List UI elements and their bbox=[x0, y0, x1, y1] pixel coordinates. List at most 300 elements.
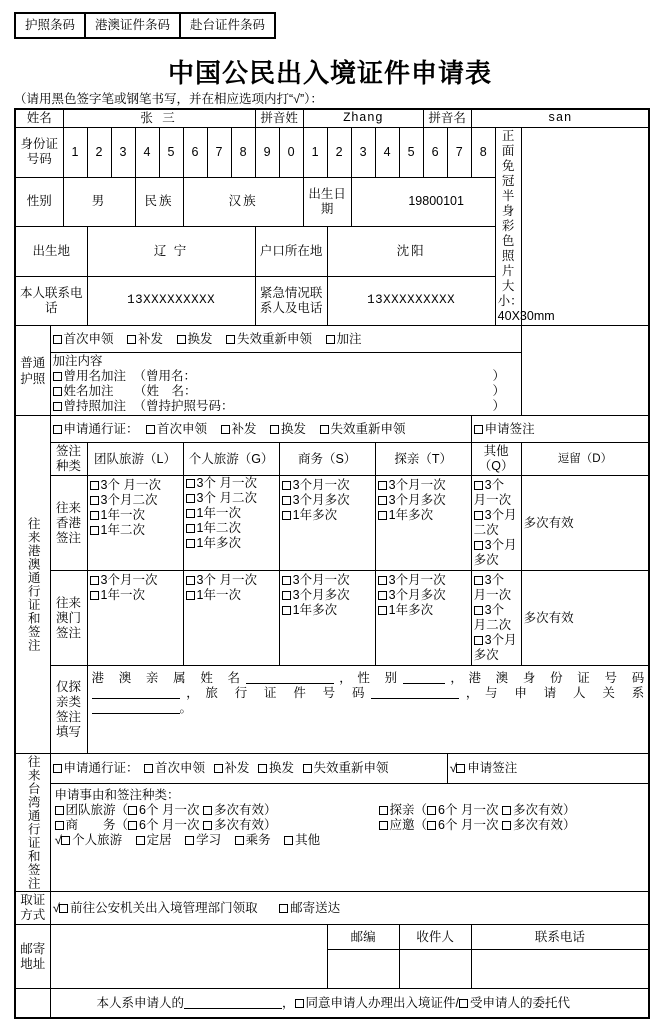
checkbox-option[interactable] bbox=[90, 523, 181, 538]
checkbox-label: 失效重新申领 bbox=[313, 761, 389, 776]
header-group-tour: 团队旅游（L） bbox=[87, 443, 183, 476]
checkbox-label: 申请签注 bbox=[467, 761, 518, 776]
checkbox-option[interactable] bbox=[90, 493, 181, 508]
relative-idcard-label: ，港 澳 身 份 证 号 码 bbox=[444, 671, 645, 685]
id-digit-cell[interactable]: 8 bbox=[231, 128, 255, 178]
checkbox-icon[interactable] bbox=[53, 425, 62, 434]
hkmacau-apply-permit-group[interactable] bbox=[53, 422, 139, 436]
checkbox-icon[interactable] bbox=[282, 606, 291, 615]
close-paren: ） bbox=[263, 803, 277, 818]
checkbox-icon[interactable] bbox=[474, 541, 483, 550]
checkbox-tw-first[interactable] bbox=[144, 761, 205, 776]
relative-relationship-blank[interactable] bbox=[92, 713, 180, 714]
row-name bbox=[15, 109, 649, 128]
row-taiwan-permit bbox=[15, 754, 649, 784]
checkbox-icon[interactable] bbox=[221, 425, 230, 434]
checkbox-icon[interactable] bbox=[320, 425, 329, 434]
passport-annotation-block bbox=[50, 353, 521, 416]
checkbox-tw-group-tour[interactable] bbox=[55, 803, 116, 817]
relative-gender-label: ，性 别 bbox=[333, 671, 403, 685]
checkbox-icon[interactable] bbox=[53, 402, 62, 411]
checkbox-option[interactable] bbox=[186, 521, 277, 536]
value-pinyin-surname[interactable]: Zhang bbox=[303, 109, 423, 128]
checkbox-icon[interactable] bbox=[378, 496, 387, 505]
annotation-label: 曾持照加注 bbox=[63, 399, 127, 413]
label-ethnicity: 民族 bbox=[135, 177, 183, 227]
checkbox-option[interactable] bbox=[90, 508, 181, 523]
checkbox-icon[interactable] bbox=[378, 481, 387, 490]
checkbox-icon[interactable] bbox=[53, 335, 62, 344]
row-declaration bbox=[15, 989, 649, 1019]
value-pinyin-given[interactable]: san bbox=[471, 109, 649, 128]
checkbox-icon[interactable] bbox=[282, 481, 291, 490]
checkbox-collect-by-mail[interactable] bbox=[279, 901, 340, 916]
checkmark-icon: √ bbox=[54, 833, 62, 848]
taiwan-apply-permit-group[interactable] bbox=[53, 761, 139, 775]
checkbox-label: 1年多次 bbox=[292, 508, 338, 522]
checkbox-icon[interactable] bbox=[235, 836, 244, 845]
checkbox-label: 1年一次 bbox=[196, 506, 241, 520]
checkbox-icon[interactable] bbox=[378, 511, 387, 520]
checkbox-label: 申请通行证： bbox=[63, 761, 139, 776]
value-contact-phone[interactable] bbox=[471, 950, 649, 989]
relative-idcard-blank[interactable] bbox=[92, 698, 180, 699]
checkbox-label: 3个月多次 bbox=[473, 538, 517, 567]
id-digit-cell[interactable]: 1 bbox=[303, 128, 327, 178]
checkbox-tw-crew[interactable] bbox=[235, 833, 271, 848]
checkbox-option[interactable] bbox=[378, 603, 469, 618]
relative-travel-doc-blank[interactable] bbox=[371, 698, 459, 699]
value-ethnicity[interactable]: 汉族 bbox=[183, 177, 303, 227]
checkbox-option[interactable] bbox=[186, 476, 277, 491]
header-contact-phone: 联系电话 bbox=[471, 925, 649, 950]
row-hk-endorsements bbox=[15, 476, 649, 571]
checkbox-icon[interactable] bbox=[186, 479, 195, 488]
checkbox-icon[interactable] bbox=[282, 591, 291, 600]
relative-name-blank[interactable] bbox=[246, 683, 334, 684]
open-paren: （ bbox=[414, 818, 428, 833]
hk-individual-tour-options bbox=[183, 476, 279, 571]
label-birthplace: 出生地 bbox=[15, 227, 87, 277]
annotation-close-paren: ） bbox=[492, 384, 506, 398]
checkbox-icon[interactable] bbox=[474, 636, 483, 645]
checkbox-icon[interactable] bbox=[55, 821, 64, 830]
checkbox-icon[interactable] bbox=[203, 806, 212, 815]
checkbox-label: 多次有效 bbox=[213, 818, 264, 833]
label-collection-method: 取证方式 bbox=[15, 892, 50, 925]
checkbox-icon[interactable] bbox=[474, 511, 483, 520]
checkbox-icon[interactable] bbox=[186, 524, 195, 533]
checkbox-icon[interactable] bbox=[55, 806, 64, 815]
checkbox-option[interactable] bbox=[282, 493, 373, 508]
row-gender-ethnicity-birth bbox=[15, 177, 649, 227]
checkbox-tw-renew[interactable] bbox=[258, 761, 294, 776]
checkbox-label: 补发 bbox=[231, 421, 257, 436]
label-relative-only: 仅探亲类签注填写 bbox=[50, 666, 87, 754]
checkbox-label: 1年二次 bbox=[100, 523, 145, 537]
checkbox-icon[interactable] bbox=[177, 335, 186, 344]
mailing-address-value[interactable] bbox=[50, 925, 327, 989]
checkbox-tw-reissue[interactable] bbox=[214, 761, 250, 776]
checkbox-icon[interactable] bbox=[456, 764, 465, 773]
checkbox-label: 3个月一次 bbox=[388, 478, 446, 492]
label-pinyin-given: 拼音名 bbox=[423, 109, 471, 128]
checkbox-icon[interactable] bbox=[203, 821, 212, 830]
value-hukou[interactable]: 沈阳 bbox=[327, 227, 495, 277]
barcode-box-taiwan[interactable]: 赴台证件条码 bbox=[190, 18, 266, 32]
checkbox-tw-settle[interactable] bbox=[136, 833, 172, 848]
row-passport-types bbox=[15, 326, 649, 353]
checkbox-tw-business[interactable] bbox=[55, 818, 116, 832]
id-digit-cell[interactable]: 0 bbox=[279, 128, 303, 178]
label-birth-date: 出生日期 bbox=[303, 177, 351, 227]
taiwan-simple-options bbox=[55, 833, 645, 848]
checkbox-label: 3个月二次 bbox=[100, 493, 158, 507]
checkbox-option[interactable] bbox=[90, 588, 181, 603]
id-digit-cell[interactable]: 5 bbox=[159, 128, 183, 178]
id-digit-cell[interactable]: 9 bbox=[255, 128, 279, 178]
checkbox-label: 3个月一次 bbox=[292, 478, 350, 492]
checkbox-option[interactable] bbox=[474, 478, 519, 508]
checkbox-option[interactable] bbox=[90, 573, 181, 588]
checkbox-icon[interactable] bbox=[326, 335, 335, 344]
checkbox-icon[interactable] bbox=[303, 764, 312, 773]
checkbox-tw-invitation[interactable] bbox=[379, 818, 415, 832]
row-hkmacau-permit bbox=[15, 416, 649, 443]
checkbox-option[interactable] bbox=[186, 573, 277, 588]
declaration-relationship-blank[interactable] bbox=[184, 1008, 282, 1009]
checkbox-icon[interactable] bbox=[186, 591, 195, 600]
annotation-label: 曾用名加注 bbox=[63, 369, 127, 383]
checkbox-passport-expired-reapply[interactable] bbox=[226, 332, 312, 347]
checkbox-label: 加注 bbox=[336, 331, 362, 346]
collection-options bbox=[50, 892, 649, 925]
value-emergency-contact[interactable]: 13XXXXXXXXX bbox=[327, 276, 495, 326]
relative-name-label: 港 澳 亲 属 姓 名 bbox=[91, 671, 246, 685]
checkbox-icon[interactable] bbox=[295, 999, 304, 1008]
checkbox-icon[interactable] bbox=[378, 576, 387, 585]
relative-relationship-label: ，与 申 请 人 关 系 bbox=[459, 686, 645, 700]
checkbox-label: 1年多次 bbox=[196, 536, 241, 550]
checkbox-label: 失效重新申领 bbox=[330, 421, 406, 436]
checkbox-label: 其他 bbox=[295, 833, 321, 848]
checkbox-icon[interactable] bbox=[284, 836, 293, 845]
value-name[interactable]: 张 三 bbox=[63, 109, 255, 128]
relative-line-1 bbox=[92, 671, 645, 686]
annotation-field-label: （姓 名： bbox=[134, 384, 197, 398]
checkbox-label: 个人旅游 bbox=[72, 833, 123, 848]
label-mailing-address: 邮寄地址 bbox=[15, 925, 50, 989]
application-form-table bbox=[14, 108, 650, 1019]
checkbox-tw-family-visit-6m[interactable] bbox=[427, 803, 498, 817]
checkbox-icon[interactable] bbox=[379, 806, 388, 815]
checkbox-label: 3个 月一次 bbox=[100, 478, 161, 492]
row-relative-info bbox=[15, 666, 649, 754]
checkbox-option[interactable] bbox=[90, 478, 181, 493]
checkbox-option[interactable] bbox=[282, 573, 373, 588]
row-endorsement-headers bbox=[15, 443, 649, 476]
checkbox-tw-group-tour-6m[interactable] bbox=[128, 803, 199, 817]
checkbox-icon[interactable] bbox=[502, 806, 511, 815]
checkbox-icon[interactable] bbox=[53, 764, 62, 773]
checkbox-icon[interactable] bbox=[128, 821, 137, 830]
checkbox-option[interactable] bbox=[378, 493, 469, 508]
checkbox-tw-study[interactable] bbox=[185, 833, 221, 848]
checkbox-option[interactable] bbox=[378, 478, 469, 493]
checkbox-hk-renew[interactable] bbox=[270, 422, 306, 437]
checkbox-label: 6个 月一次 bbox=[139, 818, 200, 833]
hk-other-options bbox=[471, 476, 521, 571]
checkbox-icon[interactable] bbox=[185, 836, 194, 845]
label-macau-endorsement: 往来澳门签注 bbox=[50, 571, 87, 666]
checkbox-tw-business-6m[interactable] bbox=[128, 818, 199, 832]
checkbox-collect-in-person[interactable] bbox=[53, 901, 258, 916]
checkbox-icon[interactable] bbox=[427, 806, 436, 815]
id-digit-cell[interactable]: 2 bbox=[327, 128, 351, 178]
checkbox-label: 换发 bbox=[281, 421, 307, 436]
relative-gender-blank[interactable] bbox=[403, 683, 445, 684]
section-label-taiwan-text: 往来台湾通行证和签注 bbox=[26, 755, 41, 890]
checkbox-option[interactable] bbox=[186, 506, 277, 521]
checkbox-label: 首次申领 bbox=[155, 761, 206, 776]
checkbox-icon[interactable] bbox=[474, 425, 483, 434]
page-title: 中国公民出入境证件申请表 bbox=[167, 58, 492, 88]
checkbox-passport-first[interactable] bbox=[53, 332, 114, 347]
hk-business-options bbox=[279, 476, 375, 571]
id-digit-cell[interactable]: 4 bbox=[135, 128, 159, 178]
checkbox-icon[interactable] bbox=[90, 481, 99, 490]
checkbox-label: 应邀 bbox=[389, 818, 415, 833]
checkbox-option[interactable] bbox=[378, 588, 469, 603]
checkbox-option[interactable] bbox=[282, 478, 373, 493]
checkbox-icon[interactable] bbox=[378, 591, 387, 600]
checkbox-icon[interactable] bbox=[186, 576, 195, 585]
checkbox-label: 邮寄送达 bbox=[290, 900, 341, 915]
checkbox-icon[interactable] bbox=[53, 372, 62, 381]
id-digit-cell[interactable]: 7 bbox=[207, 128, 231, 178]
checkmark-icon: √ bbox=[449, 761, 457, 776]
checkbox-icon[interactable] bbox=[186, 494, 195, 503]
macau-family-visit-options bbox=[375, 571, 471, 666]
checkbox-label: 换发 bbox=[187, 331, 213, 346]
value-birthplace[interactable]: 辽 宁 bbox=[87, 227, 255, 277]
relative-info-text[interactable] bbox=[87, 666, 649, 754]
checkbox-label: 1年多次 bbox=[388, 508, 434, 522]
label-hukou: 户口所在地 bbox=[255, 227, 327, 277]
checkbox-icon[interactable] bbox=[282, 496, 291, 505]
id-digit-cell[interactable]: 7 bbox=[447, 128, 471, 178]
taiwan-reason-row-2 bbox=[55, 818, 645, 833]
id-digit-cell[interactable]: 3 bbox=[351, 128, 375, 178]
checkbox-icon[interactable] bbox=[474, 606, 483, 615]
checkbox-icon[interactable] bbox=[379, 821, 388, 830]
checkbox-icon[interactable] bbox=[427, 821, 436, 830]
checkbox-option[interactable] bbox=[474, 633, 519, 663]
id-digit-cell[interactable]: 6 bbox=[423, 128, 447, 178]
annotation-previous-passport[interactable] bbox=[53, 399, 519, 414]
hk-group-tour-options bbox=[87, 476, 183, 571]
checkbox-icon[interactable] bbox=[226, 335, 235, 344]
id-digit-cell[interactable]: 4 bbox=[375, 128, 399, 178]
checkbox-icon[interactable] bbox=[144, 764, 153, 773]
checkbox-option[interactable] bbox=[474, 573, 519, 603]
value-birth-date[interactable]: 19800101 bbox=[351, 177, 521, 227]
header-business: 商务（S） bbox=[279, 443, 375, 476]
checkbox-tw-individual-tour[interactable] bbox=[55, 833, 123, 848]
taiwan-reason-row-1 bbox=[55, 803, 645, 818]
row-birthplace-hukou bbox=[15, 227, 649, 277]
checkbox-option[interactable] bbox=[186, 491, 277, 506]
passport-type-options bbox=[50, 326, 521, 353]
section-label-hkmacau bbox=[15, 416, 50, 754]
annotation-name[interactable] bbox=[53, 384, 519, 399]
checkbox-icon[interactable] bbox=[378, 606, 387, 615]
header-stay: 逗留（D） bbox=[521, 443, 649, 476]
checkbox-icon[interactable] bbox=[90, 496, 99, 505]
checkbox-tw-expired-reapply[interactable] bbox=[303, 761, 389, 776]
row-mailing-headers bbox=[15, 925, 649, 950]
id-digit-cell[interactable]: 8 bbox=[471, 128, 495, 178]
section-label-passport-text: 普通护照 bbox=[20, 355, 46, 386]
hkmacau-permit-options bbox=[50, 416, 471, 443]
section-label-hkmacau-text: 往来港澳通行证和签注 bbox=[26, 517, 41, 652]
barcode-box-hkmacau[interactable]: 港澳证件条码 bbox=[86, 14, 181, 37]
checkbox-icon[interactable] bbox=[90, 526, 99, 535]
passport-blank-cell bbox=[521, 326, 649, 416]
checkbox-option[interactable] bbox=[474, 538, 519, 568]
checkbox-option[interactable] bbox=[378, 508, 469, 523]
row-collection-method bbox=[15, 892, 649, 925]
row-macau-endorsements bbox=[15, 571, 649, 666]
checkbox-label: 探亲 bbox=[389, 803, 415, 818]
checkbox-icon[interactable] bbox=[279, 904, 288, 913]
header-individual-tour: 个人旅游（G） bbox=[183, 443, 279, 476]
checkbox-icon[interactable] bbox=[128, 806, 137, 815]
declaration-proxy-label: 受申请人的委托代 bbox=[470, 995, 571, 1010]
label-id-number: 身份证号码 bbox=[15, 128, 63, 178]
declaration-label-cell bbox=[15, 989, 50, 1019]
checkbox-icon[interactable] bbox=[474, 576, 483, 585]
value-postcode[interactable] bbox=[327, 950, 399, 989]
checkbox-label: 3个月一次 bbox=[388, 573, 446, 587]
checkbox-label: 乘务 bbox=[245, 833, 271, 848]
checkbox-hk-first[interactable] bbox=[146, 422, 207, 437]
checkbox-option[interactable] bbox=[186, 588, 277, 603]
checkbox-icon[interactable] bbox=[186, 509, 195, 518]
checkbox-option[interactable] bbox=[282, 603, 373, 618]
value-gender[interactable]: 男 bbox=[63, 177, 135, 227]
checkbox-tw-family-visit-multi[interactable] bbox=[502, 803, 563, 817]
relative-line-3 bbox=[92, 701, 645, 716]
id-digit-cell[interactable]: 1 bbox=[63, 128, 87, 178]
barcode-box-passport[interactable]: 护照条码 bbox=[16, 14, 86, 37]
checkbox-tw-business-multi[interactable] bbox=[203, 818, 264, 832]
checkbox-tw-family-visit[interactable] bbox=[379, 803, 415, 817]
hkmacau-apply-endorsement[interactable] bbox=[471, 416, 649, 443]
checkbox-label: 商 务 bbox=[65, 818, 116, 833]
checkbox-icon[interactable] bbox=[90, 511, 99, 520]
taiwan-apply-endorsement[interactable] bbox=[447, 754, 649, 784]
checkbox-icon[interactable] bbox=[90, 576, 99, 585]
value-recipient[interactable] bbox=[399, 950, 471, 989]
checkbox-label: 3个月多次 bbox=[292, 588, 350, 602]
annotation-label: 姓名加注 bbox=[63, 384, 114, 398]
header-postcode: 邮编 bbox=[327, 925, 399, 950]
checkbox-label: 3个 月一次 bbox=[196, 476, 257, 490]
row-id-number bbox=[15, 128, 649, 178]
checkbox-option[interactable] bbox=[474, 508, 519, 538]
checkbox-icon[interactable] bbox=[53, 387, 62, 396]
checkbox-icon[interactable] bbox=[136, 836, 145, 845]
checkbox-option[interactable] bbox=[186, 536, 277, 551]
hk-family-visit-options bbox=[375, 476, 471, 571]
checkbox-label: 6个 月一次 bbox=[438, 818, 499, 833]
row-taiwan-reasons bbox=[15, 784, 649, 892]
checkbox-icon[interactable] bbox=[502, 821, 511, 830]
photo-line-1: 正面免冠半身 bbox=[501, 129, 515, 218]
header-other: 其他（Q） bbox=[471, 443, 521, 476]
checkbox-hk-expired-reapply[interactable] bbox=[320, 422, 406, 437]
section-label-passport bbox=[15, 326, 50, 416]
checkbox-option[interactable] bbox=[474, 603, 519, 633]
label-pinyin-surname: 拼音姓 bbox=[255, 109, 303, 128]
macau-group-tour-options bbox=[87, 571, 183, 666]
declaration-text[interactable] bbox=[50, 989, 649, 1019]
checkbox-icon[interactable] bbox=[214, 764, 223, 773]
checkbox-icon[interactable] bbox=[61, 836, 70, 845]
checkbox-label: 学习 bbox=[196, 833, 222, 848]
checkbox-label: 1年二次 bbox=[196, 521, 241, 535]
checkbox-tw-invitation-multi[interactable] bbox=[502, 818, 563, 832]
id-digit-cell[interactable]: 3 bbox=[111, 128, 135, 178]
id-digit-cell[interactable]: 2 bbox=[87, 128, 111, 178]
id-digit-cell[interactable]: 5 bbox=[399, 128, 423, 178]
checkbox-icon[interactable] bbox=[270, 425, 279, 434]
checkbox-hk-reissue[interactable] bbox=[221, 422, 257, 437]
checkbox-icon[interactable] bbox=[146, 425, 155, 434]
section-label-taiwan bbox=[15, 754, 50, 892]
checkbox-icon[interactable] bbox=[474, 481, 483, 490]
checkbox-option[interactable] bbox=[282, 508, 373, 523]
checkbox-passport-reissue[interactable] bbox=[127, 332, 163, 347]
header-endorsement-type: 签注种类 bbox=[50, 443, 87, 476]
value-phone[interactable]: 13XXXXXXXXX bbox=[87, 276, 255, 326]
checkbox-icon[interactable] bbox=[59, 904, 68, 913]
checkbox-icon[interactable] bbox=[282, 511, 291, 520]
checkbox-passport-renew[interactable] bbox=[177, 332, 213, 347]
checkbox-icon[interactable] bbox=[282, 576, 291, 585]
checkbox-tw-other[interactable] bbox=[284, 833, 320, 848]
checkbox-label: 首次申领 bbox=[63, 331, 114, 346]
checkbox-tw-invitation-6m[interactable] bbox=[427, 818, 498, 832]
checkbox-tw-group-tour-multi[interactable] bbox=[203, 803, 264, 817]
checkbox-option[interactable] bbox=[378, 573, 469, 588]
checkbox-option[interactable] bbox=[282, 588, 373, 603]
annotation-former-name[interactable] bbox=[53, 369, 519, 384]
checkbox-icon[interactable] bbox=[127, 335, 136, 344]
checkbox-icon[interactable] bbox=[258, 764, 267, 773]
close-paren: ） bbox=[562, 803, 576, 818]
id-digit-cell[interactable]: 6 bbox=[183, 128, 207, 178]
checkbox-icon[interactable] bbox=[186, 539, 195, 548]
checkbox-icon[interactable] bbox=[459, 999, 468, 1008]
checkbox-label: 3个 月二次 bbox=[473, 603, 512, 632]
checkbox-label: 3个月多次 bbox=[388, 493, 446, 507]
checkbox-passport-annotation[interactable] bbox=[326, 332, 362, 347]
checkbox-label: 1年一次 bbox=[100, 508, 145, 522]
checkbox-icon[interactable] bbox=[90, 591, 99, 600]
checkbox-label: 首次申领 bbox=[157, 421, 208, 436]
